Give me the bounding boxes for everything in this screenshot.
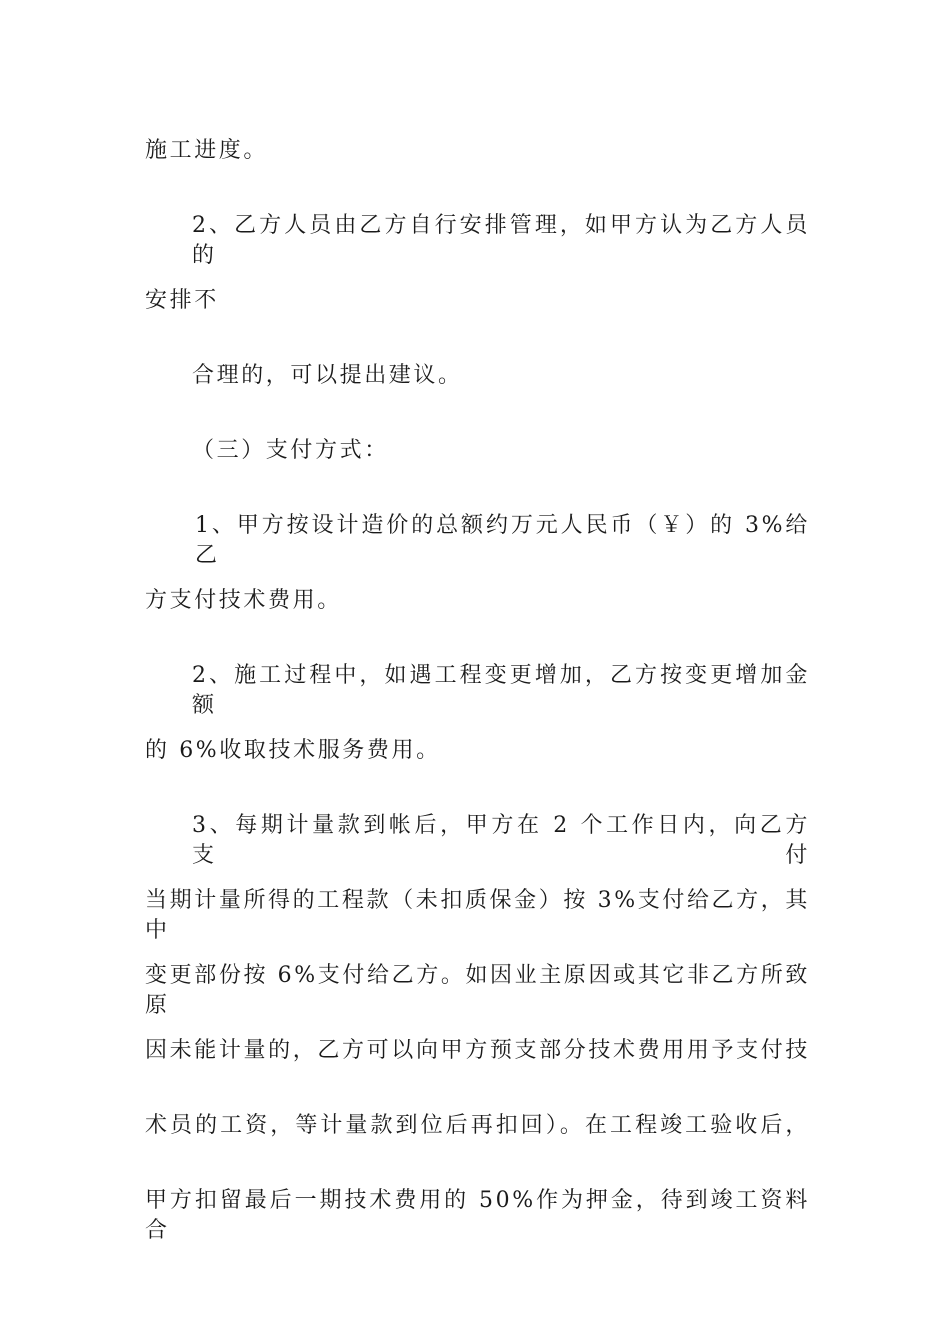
section-heading: （三）支付方式： — [192, 438, 389, 463]
text-line-4: 合理的，可以提出建议。 — [192, 363, 463, 388]
text-line-14: 术员的工资，等计量款到位后再扣回）。在工程竣工验收后， — [145, 1113, 810, 1138]
text-line-8: 2、施工过程中，如遇工程变更增加，乙方按变更增加金额 — [192, 663, 810, 718]
text-line-15: 甲方扣留最后一期技术费用的 50%作为押金，待到竣工资料合 — [145, 1188, 810, 1243]
text-line-2: 2、乙方人员由乙方自行安排管理，如甲方认为乙方人员的 — [192, 213, 810, 268]
text-line-13: 因未能计量的，乙方可以向甲方预支部分技术费用用予支付技 — [145, 1038, 810, 1063]
text-line-9: 的 6%收取技术服务费用。 — [145, 738, 441, 763]
text-line-12: 变更部份按 6%支付给乙方。如因业主原因或其它非乙方所致原 — [145, 963, 810, 1018]
text-line-10: 3、每期计量款到帐后，甲方在 2 个工作日内，向乙方支付 — [192, 813, 810, 868]
text-line-6: 1、甲方按设计造价的总额约万元人民币（￥）的 3%给乙 — [195, 513, 810, 568]
text-line-1: 施工进度。 — [145, 138, 269, 163]
text-line-11: 当期计量所得的工程款（未扣质保金）按 3%支付给乙方，其中 — [145, 888, 810, 943]
text-line-7: 方支付技术费用。 — [145, 588, 342, 613]
text-line-3: 安排不 — [145, 288, 219, 313]
